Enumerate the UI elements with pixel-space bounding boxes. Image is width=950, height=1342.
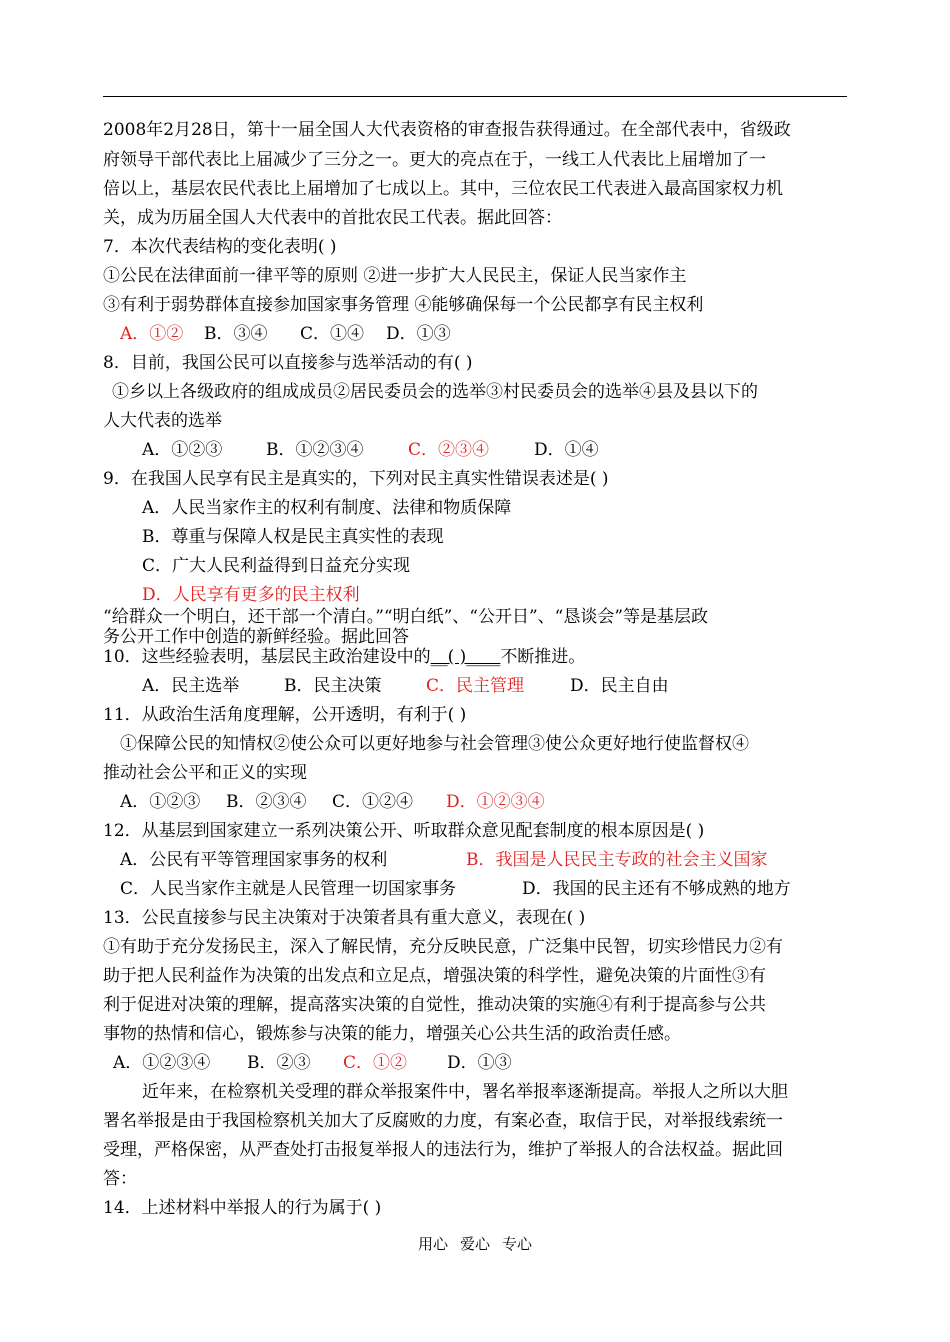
question-8-item: 人大代表的选举 bbox=[103, 411, 222, 431]
header-rule bbox=[103, 96, 847, 97]
question-13-stem: 13．公民直接参与民主决策对于决策者具有重大意义，表现在( ) bbox=[103, 908, 586, 928]
question-12-options-row1 bbox=[120, 849, 768, 871]
question-11-options bbox=[120, 791, 545, 813]
option-c: C．②③④ bbox=[408, 440, 490, 460]
option-a: A．民主选举 bbox=[142, 676, 240, 696]
option-a: A．①②③ bbox=[142, 440, 223, 460]
option-d: D．①③ bbox=[386, 324, 451, 344]
passage1-line: 倍以上，基层农民代表比上届增加了七成以上。其中，三位农民工代表进入最高国家权力机 bbox=[103, 179, 783, 199]
question-9-option-b: B．尊重与保障人权是民主真实性的表现 bbox=[142, 527, 444, 547]
answer-blank: __( )____ bbox=[430, 647, 501, 667]
option-b: B．我国是人民民主专政的社会主义国家 bbox=[466, 850, 768, 870]
option-d: D．①④ bbox=[534, 440, 599, 460]
option-c: C．①④ bbox=[300, 324, 365, 344]
question-7-item: ③有利于弱势群体直接参加国家事务管理 ④能够确保每一个公民都享有民主权利 bbox=[103, 295, 704, 315]
question-13-item: 利于促进对决策的理解，提高落实决策的自觉性，推动决策的实施④有利于提高参与公共 bbox=[103, 995, 766, 1015]
passage3-line: 近年来，在检察机关受理的群众举报案件中，署名举报率逐渐提高。举报人之所以大胆 bbox=[142, 1082, 788, 1102]
passage1-line: 2008年2月28日，第十一届全国人大代表资格的审查报告获得通过。在全部代表中，省级政 bbox=[103, 120, 791, 140]
option-c: C．①②④ bbox=[332, 792, 414, 812]
question-12-options-row2 bbox=[120, 878, 791, 900]
question-7-item: ①公民在法律面前一律平等的原则 ②进一步扩大人民民主，保证人民当家作主 bbox=[103, 266, 687, 286]
question-8-stem: 8．目前，我国公民可以直接参与选举活动的有( ) bbox=[103, 353, 473, 373]
option-a: A．①② bbox=[120, 324, 184, 344]
question-11-item: ①保障公民的知情权②使公众可以更好地参与社会管理③使公众更好地行使监督权④ bbox=[120, 734, 749, 754]
footer-text: 爱心 bbox=[459, 1235, 490, 1253]
footer-text: 专心 bbox=[502, 1235, 533, 1253]
question-9-option-c: C．广大人民利益得到日益充分实现 bbox=[142, 556, 411, 576]
footer-text: 用心 bbox=[417, 1235, 448, 1253]
passage2-line: “给群众一个明白，还干部一个清白。”“明白纸”、“公开日”、“恳谈会”等是基层政 bbox=[103, 607, 709, 627]
option-b: B．民主决策 bbox=[284, 676, 382, 696]
question-9-option-a: A．人民当家作主的权利有制度、法律和物质保障 bbox=[142, 498, 512, 518]
question-9-stem: 9．在我国人民享有民主是真实的，下列对民主真实性错误表述是( ) bbox=[103, 469, 609, 489]
question-8-options bbox=[142, 439, 599, 461]
passage3-line: 受理，严格保密，从严查处打击报复举报人的违法行为，维护了举报人的合法权益。据此回 bbox=[103, 1140, 783, 1160]
option-c: C．民主管理 bbox=[426, 676, 525, 696]
question-10-stem bbox=[103, 646, 585, 668]
option-b: B．③④ bbox=[204, 324, 268, 344]
option-a: A．①②③④ bbox=[113, 1053, 211, 1073]
question-10-options bbox=[142, 675, 669, 697]
option-b: B．①②③④ bbox=[266, 440, 364, 460]
option-a: A．公民有平等管理国家事务的权利 bbox=[120, 850, 388, 870]
question-9-option-d: D．人民享有更多的民主权利 bbox=[142, 585, 360, 605]
question-13-item: 助于把人民利益作为决策的出发点和立足点，增强决策的科学性，避免决策的片面性③有 bbox=[103, 966, 766, 986]
option-d: D．①③ bbox=[447, 1053, 512, 1073]
question-8-item: ①乡以上各级政府的组成成员②居民委员会的选举③村民委员会的选举④县及县以下的 bbox=[112, 382, 758, 402]
question-13-item: 事物的热情和信心，锻炼参与决策的能力，增强关心公共生活的政治责任感。 bbox=[103, 1024, 681, 1044]
question-11-stem: 11．从政治生活角度理解，公开透明，有利于( ) bbox=[103, 705, 467, 725]
question-13-options bbox=[113, 1052, 512, 1074]
stem-text: 不断推进。 bbox=[500, 647, 586, 667]
question-11-item: 推动社会公平和正义的实现 bbox=[103, 763, 307, 783]
question-12-stem: 12．从基层到国家建立一系列决策公开、听取群众意见配套制度的根本原因是( ) bbox=[103, 821, 705, 841]
option-d: D．我国的民主还有不够成熟的地方 bbox=[522, 879, 791, 899]
option-a: A．①②③ bbox=[120, 792, 201, 812]
question-13-item: ①有助于充分发扬民主，深入了解民情，充分反映民意，广泛集中民智，切实珍惜民力②有 bbox=[103, 937, 783, 957]
stem-text: 10．这些经验表明，基层民主政治建设中的 bbox=[103, 647, 431, 667]
passage1-line: 府领导干部代表比上届减少了三分之一。更大的亮点在于，一线工人代表比上届增加了一 bbox=[103, 150, 766, 170]
page-footer bbox=[0, 1234, 950, 1254]
option-b: B．②③④ bbox=[226, 792, 307, 812]
passage3-line: 答： bbox=[103, 1169, 137, 1189]
question-7-options bbox=[120, 323, 451, 345]
option-c: C．人民当家作主就是人民管理一切国家事务 bbox=[120, 879, 457, 899]
option-d: D．①②③④ bbox=[446, 792, 545, 812]
passage1-line: 关，成为历届全国人大代表中的首批农民工代表。据此回答： bbox=[103, 208, 562, 228]
passage3-line: 署名举报是由于我国检察机关加大了反腐败的力度，有案必查，取信于民，对举报线索统一 bbox=[103, 1111, 783, 1131]
option-b: B．②③ bbox=[247, 1053, 311, 1073]
passage2-line: 务公开工作中创造的新鲜经验。据此回答 bbox=[103, 627, 409, 647]
option-d: D．民主自由 bbox=[570, 676, 669, 696]
question-7-stem: 7．本次代表结构的变化表明( ) bbox=[103, 237, 337, 257]
option-c: C．①② bbox=[343, 1053, 408, 1073]
question-14-stem: 14．上述材料中举报人的行为属于( ) bbox=[103, 1198, 382, 1218]
